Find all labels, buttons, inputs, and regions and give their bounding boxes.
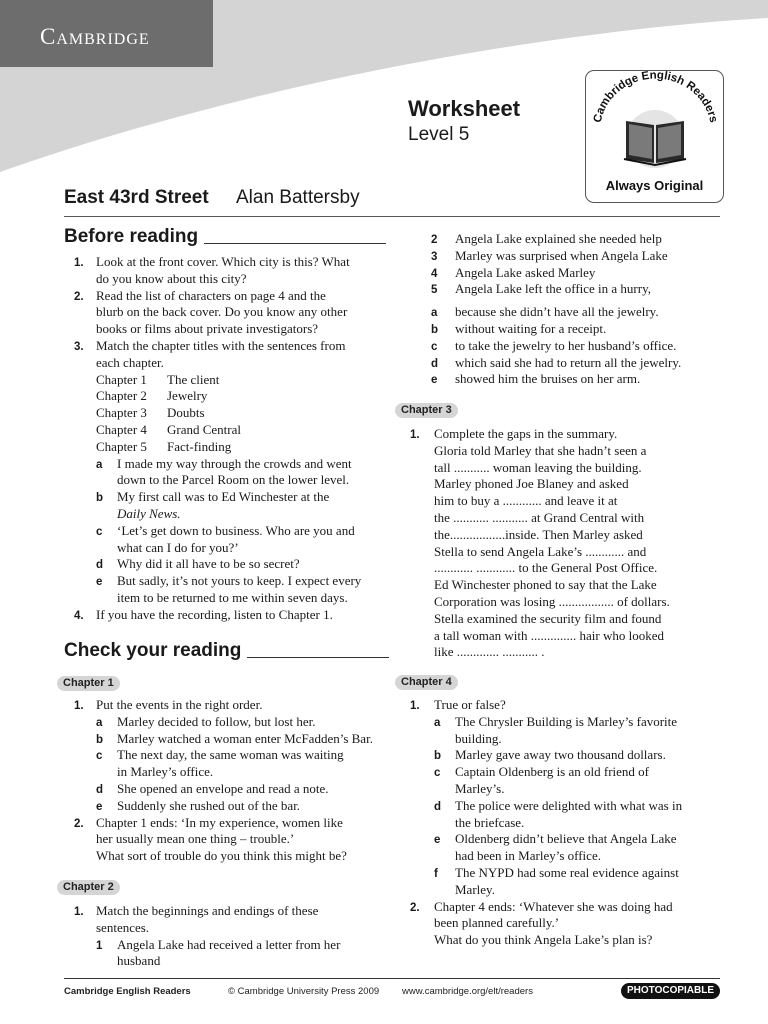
ch4-statement-f-text: The NYPD had some real evidence against Marley.	[455, 864, 679, 897]
ch2-begin-1	[64, 937, 394, 971]
chapter-name: Fact-finding	[167, 438, 232, 454]
ch2-q1	[64, 903, 394, 937]
sentence-c-marker: c	[96, 525, 103, 538]
chapter3-label: Chapter 3	[395, 403, 458, 418]
ch2-begin-1-marker: 1	[96, 939, 103, 952]
cambridge-readers-logo	[585, 70, 724, 203]
chapter-number: Chapter 1	[96, 371, 147, 387]
sentence-e-marker: e	[96, 576, 103, 589]
footer-rule	[64, 978, 720, 979]
chapter2-questions-b	[410, 231, 730, 388]
ch4-q2-text: Chapter 4 ends: ‘Whatever she was doing had been planned carefully.’ What do you think Angela Lake’s plan is?	[434, 898, 673, 948]
sentence-a-text: I made my way through the crowds and went down to the Parcel Room on the lower level.	[117, 455, 352, 488]
ch2-end-d	[410, 355, 730, 372]
ch1-q2-text: Chapter 1 ends: ‘In my experience, women like her usually mean one thing – trouble.’ What sort of trouble do you think this might be?	[96, 814, 347, 864]
ch2-end-b	[410, 321, 730, 338]
ch2-begin-3	[410, 248, 730, 265]
before-item-4-text: If you have the recording, listen to Chapter 1.	[96, 606, 333, 622]
ch2-end-d-marker: d	[431, 357, 439, 370]
footer-url: www.cambridge.org/elt/readers	[402, 986, 533, 997]
chapter-number: Chapter 4	[96, 421, 147, 437]
chapter-title-2	[96, 388, 394, 405]
ch2-begin-2-text: Angela Lake explained she needed help	[455, 231, 662, 246]
ch1-event-e-text: Suddenly she rushed out of the bar.	[117, 797, 301, 813]
ch2-q1-text: Match the beginnings and endings of these sentences.	[96, 903, 319, 935]
ch1-event-d-marker: d	[96, 783, 104, 796]
chapter3-questions	[410, 426, 730, 661]
ch4-statement-c	[410, 764, 730, 798]
before-item-1-text: Look at the front cover. Which city is this? What do you know about this city?	[96, 254, 350, 286]
worksheet-title: Worksheet	[408, 96, 521, 121]
before-item-2	[64, 288, 394, 338]
ch4-q1-marker: 1.	[410, 700, 420, 712]
footer-copyright: © Cambridge University Press 2009	[228, 986, 380, 997]
ch2-end-b-marker: b	[431, 323, 439, 336]
ch2-begin-5	[410, 281, 730, 298]
ch3-q1-marker: 1.	[410, 429, 420, 441]
chapter-number: Chapter 2	[96, 388, 147, 404]
ch4-statement-e-text: Oldenberg didn’t believe that Angela Lake had been in Marley’s office.	[455, 831, 677, 864]
ch4-q1-text: True or false?	[434, 697, 506, 712]
ch2-begin-5-marker: 5	[431, 284, 438, 297]
before-item-1-marker: 1.	[74, 257, 84, 269]
chapter-number: Chapter 5	[96, 438, 147, 454]
ch4-statement-a	[410, 714, 730, 748]
ch2-end-c-text: to take the jewelry to her husband’s office.	[455, 337, 677, 353]
book-title: East 43rd Street	[64, 187, 209, 208]
chapter-title-4	[96, 422, 394, 439]
ch4-statement-e-marker: e	[434, 834, 441, 847]
ch2-begin-4-marker: 4	[431, 267, 438, 280]
sentence-d	[64, 556, 394, 573]
chapter-name: The client	[167, 371, 220, 387]
ch4-statement-a-marker: a	[434, 716, 441, 729]
sentence-d-text: Why did it all have to be so secret?	[117, 556, 300, 572]
chapter2-label: Chapter 2	[57, 880, 120, 895]
ch4-q2-marker: 2.	[410, 901, 420, 914]
ch1-event-d-text: She opened an envelope and read a note.	[117, 780, 329, 796]
ch4-q2	[410, 899, 730, 949]
ch2-begin-2-marker: 2	[431, 234, 438, 246]
footer-series: Cambridge English Readers	[64, 986, 191, 997]
ch2-begin-3-marker: 3	[431, 250, 438, 263]
before-item-1	[64, 254, 394, 288]
ch2-end-e	[410, 371, 730, 388]
chapter-title-1	[96, 372, 394, 389]
ch1-event-c-text: The next day, the same woman was waiting in Marley’s office.	[117, 747, 344, 780]
ch2-end-e-marker: e	[431, 374, 438, 387]
check-reading-heading: Check your reading	[64, 640, 389, 662]
sentence-c	[64, 523, 394, 557]
ch1-event-d	[64, 781, 394, 798]
ch4-statement-d	[410, 798, 730, 832]
ch1-q1	[64, 697, 394, 714]
book-author: Alan Battersby	[236, 187, 360, 208]
ch2-end-c	[410, 338, 730, 355]
ch2-begin-3-text: Marley was surprised when Angela Lake	[455, 247, 668, 263]
ch4-statement-d-marker: d	[434, 800, 442, 813]
before-reading-heading: Before reading	[64, 226, 386, 248]
sentence-d-marker: d	[96, 559, 104, 572]
chapter1-questions	[64, 697, 394, 865]
ch1-q2-marker: 2.	[74, 817, 84, 830]
ch4-statement-b-marker: b	[434, 750, 442, 763]
ch1-event-e	[64, 798, 394, 815]
ch1-q2	[64, 815, 394, 865]
ch1-event-a-text: Marley decided to follow, but lost her.	[117, 713, 316, 729]
ch2-begin-4-text: Angela Lake asked Marley	[455, 264, 596, 280]
ch1-event-c-marker: c	[96, 750, 103, 763]
before-item-2-marker: 2.	[74, 290, 84, 303]
before-item-2-text: Read the list of characters on page 4 and the blurb on the back cover. Do you know any other books or films about private investigators?	[96, 287, 348, 337]
worksheet-level: Level 5	[408, 124, 470, 145]
ch2-end-a-text: because she didn’t have all the jewelry.	[455, 304, 659, 320]
chapter-number: Chapter 3	[96, 405, 147, 421]
sentence-e-text: But sadly, it’s not yours to keep. I expect every item to be returned to me within seven days.	[117, 573, 362, 605]
ch1-event-b-text: Marley watched a woman enter McFadden’s Bar.	[117, 730, 373, 746]
photocopiable-badge: PHOTOCOPIABLE	[621, 983, 720, 999]
ch2-end-b-text: without waiting for a receipt.	[455, 320, 607, 336]
sentence-b-text: My first call was to Ed Winchester at the Daily News.	[117, 489, 330, 521]
ch4-statement-c-text: Captain Oldenberg is an old friend of Marley’s.	[455, 764, 649, 796]
ch1-q1-marker: 1.	[74, 700, 84, 712]
sentence-a-marker: a	[96, 458, 103, 471]
chapter-name: Grand Central	[167, 421, 242, 437]
ch2-end-a-marker: a	[431, 307, 438, 320]
ch2-end-c-marker: c	[431, 340, 438, 353]
ch4-statement-a-text: The Chrysler Building is Marley’s favorite building.	[455, 713, 678, 746]
ch1-event-a	[64, 714, 394, 731]
sentence-e	[64, 573, 394, 607]
ch4-q1	[410, 697, 730, 714]
brand-box	[0, 0, 213, 67]
ch1-event-b-marker: b	[96, 733, 104, 746]
chapter2-questions-a	[64, 903, 394, 970]
ch2-end-d-text: which said she had to return all the jewelry.	[455, 354, 682, 370]
title-rule	[64, 216, 720, 217]
ch1-event-a-marker: a	[96, 716, 103, 729]
ch4-statement-f	[410, 865, 730, 899]
ch3-q1	[410, 426, 730, 661]
ch4-statement-d-text: The police were delighted with what was in the briefcase.	[455, 797, 683, 830]
before-item-3	[64, 338, 394, 372]
ch2-begin-2	[410, 231, 730, 248]
logo-tagline: Always Original	[605, 178, 704, 193]
svg-text:Cambridge English Readers: Cambridge English Readers	[591, 71, 720, 124]
chapter-title-5	[96, 439, 394, 456]
chapter4-questions	[410, 697, 730, 949]
ch4-statement-f-marker: f	[434, 867, 438, 880]
before-item-4-marker: 4.	[74, 609, 84, 622]
ch4-statement-b	[410, 747, 730, 764]
ch4-statement-c-marker: c	[434, 767, 441, 780]
ch2-begin-4	[410, 265, 730, 282]
before-reading-list	[64, 254, 394, 624]
sentence-c-text: ‘Let’s get down to business. Who are you and what can I do for you?’	[117, 522, 355, 555]
ch1-event-b	[64, 731, 394, 748]
brand-name: Cambridge	[40, 24, 150, 49]
ch3-q1-text: Complete the gaps in the summary. Gloria told Marley that she hadn’t seen a tall ........... woman leaving the building. Marley phoned Joe Blaney and asked him to buy a ............ and leave it at the ........... ........... at Grand Central with the.................inside. Then Marley asked Stella to send Angela Lake’s ............ and ............ ............ to the General Post Office. Ed Winchester phoned to say that the Lake Corporation was losing ................. of dollars. Stella examined the security film and found a tall woman with .............. hair who looked like ............. ........... .	[434, 426, 670, 660]
chapter4-label: Chapter 4	[395, 675, 458, 690]
before-item-3-text: Match the chapter titles with the sentences from each chapter.	[96, 337, 346, 370]
ch1-event-e-marker: e	[96, 800, 103, 813]
ch2-end-a	[410, 304, 730, 321]
ch2-q1-marker: 1.	[74, 906, 84, 918]
ch2-end-e-text: showed him the bruises on her arm.	[455, 371, 641, 387]
ch4-statement-b-text: Marley gave away two thousand dollars.	[455, 747, 666, 763]
before-item-4	[64, 607, 394, 624]
sentence-b	[64, 489, 394, 523]
ch4-statement-e	[410, 831, 730, 865]
chapter-name: Doubts	[167, 405, 205, 421]
ch1-event-c	[64, 747, 394, 781]
before-item-3-marker: 3.	[74, 340, 84, 353]
ch1-q1-text: Put the events in the right order.	[96, 697, 263, 712]
sentence-a	[64, 456, 394, 490]
chapter1-label: Chapter 1	[57, 676, 120, 691]
chapter-title-3	[96, 405, 394, 422]
ch2-begin-5-text: Angela Lake left the office in a hurry,	[455, 281, 651, 297]
ch2-begin-1-text: Angela Lake had received a letter from her husband	[117, 936, 341, 969]
sentence-b-marker: b	[96, 492, 104, 505]
chapter-name: Jewelry	[167, 388, 208, 404]
